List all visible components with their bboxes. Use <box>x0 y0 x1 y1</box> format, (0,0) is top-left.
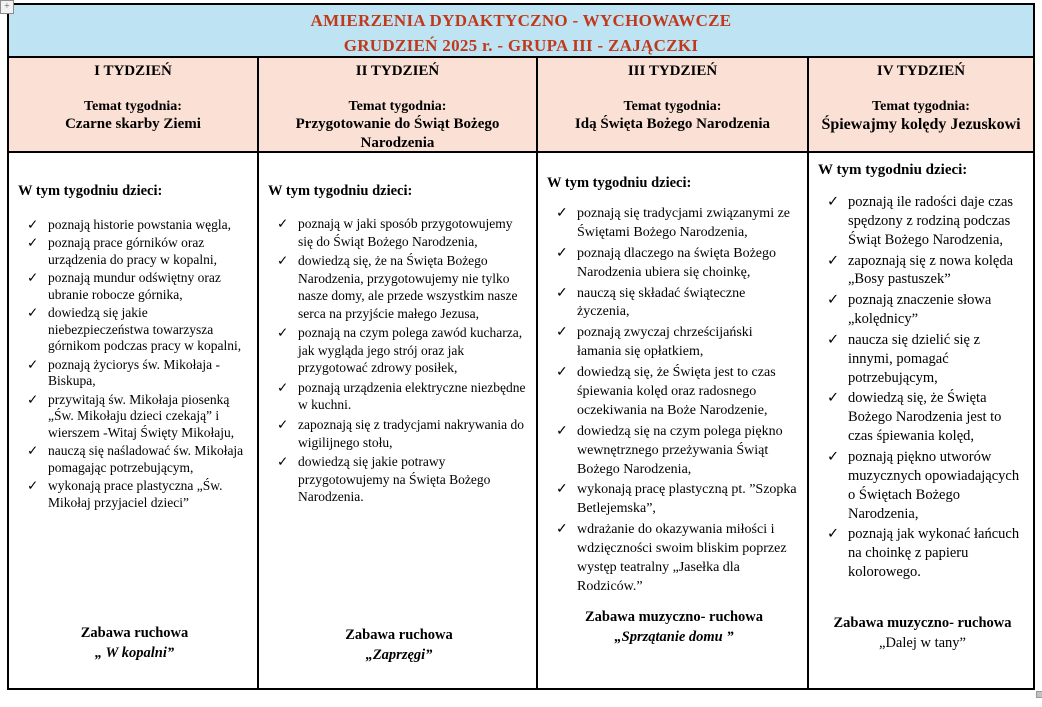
title-line-1: AMIERZENIA DYDAKTYCZNO - WYCHOWAWCZE <box>310 11 732 30</box>
week-4-intro: W tym tygodniu dzieci: <box>818 162 968 178</box>
objective-text: wykonają prace plastyczna „Św. Mikołaj przyjaciel dzieci” <box>48 478 223 510</box>
objective-text: dowiedzą się, że Święta jest to czas śpiewania kolęd oraz radosnego oczekiwania na Boże Narodzenie, <box>577 365 776 418</box>
objective-item <box>547 521 801 597</box>
objective-item <box>268 416 530 451</box>
objective-text: zapoznają się z tradycjami nakrywania do wigilijnego stołu, <box>298 417 525 450</box>
week-column-1 <box>9 58 259 688</box>
week-2-activity-title: Zabawa ruchowa <box>345 627 453 643</box>
objective-item <box>547 245 801 283</box>
objective-text: poznają ile radości daje czas spędzony z rodziną podczas Świąt Bożego Narodzenia, <box>848 194 1014 248</box>
week-3-body <box>538 153 807 688</box>
week-column-4 <box>809 58 1033 688</box>
week-3-objectives <box>547 205 801 599</box>
objective-item <box>818 331 1027 388</box>
objective-item <box>18 443 251 476</box>
checkmark-icon: ✓ <box>827 331 840 348</box>
checkmark-icon: ✓ <box>556 206 568 221</box>
objective-text: poznają na czym polega zawód kucharza, jak wygląda jego strój oraz jak przygotować zdrowy posiłek, <box>298 325 523 376</box>
objective-text: dowiedzą się, że na Święta Bożego Narodzenia, przygotowujemy nie tylko nasze domy, ale przede wszystkim nasze serca na przyjście małego Jezusa, <box>298 253 518 321</box>
checkmark-icon: ✓ <box>27 356 39 372</box>
week-1-objectives <box>18 217 251 513</box>
objective-text: poznają w jaki sposób przygotowujemy się do Świąt Bożego Narodzenia, <box>298 216 513 249</box>
checkmark-icon: ✓ <box>827 390 840 407</box>
objective-text: przywitają św. Mikołaja piosenką „Św. Mikołaju dzieci czekają” i wierszem -Witaj Święty Mikołaju, <box>48 391 235 440</box>
planner-table <box>7 3 1035 690</box>
checkmark-icon: ✓ <box>827 292 840 309</box>
objective-item <box>18 392 251 441</box>
week-3-temat-label: Temat tygodnia: <box>623 99 722 114</box>
week-column-3 <box>538 58 809 688</box>
week-3-activity-title: Zabawa muzyczno- ruchowa <box>584 609 764 625</box>
objective-item <box>18 270 251 303</box>
week-4-theme: Śpiewajmy kolędy Jezuskowi <box>821 116 1021 133</box>
objective-item <box>547 364 801 421</box>
week-1-activity-title: Zabawa ruchowa <box>80 625 189 641</box>
objective-text: poznają się tradycjami związanymi ze Świętami Bożego Narodzenia, <box>577 206 791 240</box>
title-line-2: GRUDZIEŃ 2025 r. - GRUPA III - ZAJĄCZKI <box>343 36 699 55</box>
objective-text: poznają dlaczego na święta Bożego Narodzenia ubiera się choinkę, <box>577 245 777 280</box>
checkmark-icon: ✓ <box>277 325 289 341</box>
objective-item <box>18 305 251 354</box>
objective-item <box>818 291 1027 329</box>
checkmark-icon: ✓ <box>27 478 39 494</box>
objective-text: poznają mundur odświętny oraz ubranie robocze górnika, <box>48 270 221 302</box>
checkmark-icon: ✓ <box>27 305 39 321</box>
week-2-activity <box>268 627 530 664</box>
week-3-intro: W tym tygodniu dzieci: <box>547 175 692 191</box>
week-4-label: IV TYDZIEŃ <box>876 63 966 79</box>
checkmark-icon: ✓ <box>277 379 289 395</box>
week-4-activity-name: „Dalej w tany” <box>879 635 966 651</box>
checkmark-icon: ✓ <box>556 365 568 381</box>
checkmark-icon: ✓ <box>277 454 289 470</box>
objective-text: poznają piękno utworów muzycznych opowiadających o Świętach Bożego Narodzenia, <box>848 448 1020 522</box>
checkmark-icon: ✓ <box>27 270 39 286</box>
objective-text: poznają życiorys św. Mikołaja - Biskupa, <box>48 356 220 389</box>
objective-item <box>268 215 530 250</box>
week-1-header <box>9 58 257 153</box>
checkmark-icon: ✓ <box>827 448 840 465</box>
checkmark-icon: ✓ <box>277 253 289 269</box>
objective-item <box>818 525 1027 582</box>
objective-item <box>547 285 801 323</box>
checkmark-icon: ✓ <box>556 423 568 439</box>
checkmark-icon: ✓ <box>556 482 568 498</box>
checkmark-icon: ✓ <box>556 325 568 341</box>
objective-item <box>268 252 530 322</box>
objective-item <box>18 478 251 511</box>
week-2-body <box>259 153 536 688</box>
objective-text: dowiedzą się jakie potrawy przygotowujemy na Święta Bożego Narodzenia. <box>298 454 491 505</box>
objective-item <box>268 453 530 506</box>
checkmark-icon: ✓ <box>827 526 840 543</box>
objective-text: dowiedzą się, że Święta Bożego Narodzenia jest to czas śpiewania kolęd, <box>848 390 1002 445</box>
objective-text: poznają znaczenie słowa „kolędnicy” <box>848 292 992 328</box>
week-4-objectives <box>818 193 1027 584</box>
checkmark-icon: ✓ <box>27 235 39 251</box>
week-1-temat-label: Temat tygodnia: <box>84 99 182 114</box>
checkmark-icon: ✓ <box>27 443 39 459</box>
objective-item <box>18 235 251 268</box>
objective-item <box>547 205 801 243</box>
week-2-activity-name: „Zaprzęgi” <box>365 647 433 663</box>
objective-item <box>547 324 801 362</box>
checkmark-icon: ✓ <box>27 391 39 407</box>
table-title <box>9 5 1033 58</box>
objective-text: wdrażanie do okazywania miłości i wdzięczności swoim bliskim poprzez występ teatralny „Jasełka dla Rodziców.” <box>577 522 787 594</box>
week-2-temat-label: Temat tygodnia: <box>348 99 447 114</box>
objective-item <box>818 389 1027 446</box>
week-3-activity-name: „Sprzątanie domu ” <box>614 629 734 645</box>
objective-item <box>268 379 530 414</box>
objective-text: naucza się dzielić się z innymi, pomagać potrzebującym, <box>848 331 981 386</box>
objective-item <box>268 324 530 377</box>
week-4-activity <box>818 615 1027 652</box>
objective-item <box>818 193 1027 250</box>
checkmark-icon: ✓ <box>277 216 289 231</box>
week-4-activity-title: Zabawa muzyczno- ruchowa <box>833 615 1012 631</box>
objective-text: zapoznają się z nowa kolęda „Bosy pastuszek” <box>848 252 1014 288</box>
week-2-intro: W tym tygodniu dzieci: <box>268 183 413 199</box>
week-4-temat-label: Temat tygodnia: <box>872 99 970 114</box>
checkmark-icon: ✓ <box>556 245 568 261</box>
objective-text: poznają urządzenia elektryczne niezbędne w kuchni. <box>298 379 526 413</box>
week-columns <box>9 58 1033 688</box>
objective-item <box>18 217 251 233</box>
week-1-label: I TYDZIEŃ <box>94 63 172 79</box>
week-2-header <box>259 58 536 153</box>
week-1-theme: Czarne skarby Ziemi <box>65 116 201 132</box>
checkmark-icon: ✓ <box>827 252 840 269</box>
objective-item <box>818 448 1027 523</box>
week-3-activity <box>547 609 801 646</box>
checkmark-icon: ✓ <box>556 285 568 301</box>
table-move-handle-icon[interactable]: + <box>0 0 14 14</box>
week-2-label: II TYDZIEŃ <box>355 63 440 79</box>
objective-text: nauczą się składać świąteczne życzenia, <box>577 285 746 320</box>
objective-item <box>547 423 801 480</box>
objective-text: poznają jak wykonać łańcuch na choinkę z papieru kolorowego. <box>848 526 1020 581</box>
objective-text: dowiedzą się na czym polega piękno wewnętrznego przeżywania Świąt Bożego Narodzenia, <box>577 423 783 477</box>
objective-item <box>547 481 801 519</box>
objective-text: poznają prace górników oraz urządzenia do pracy w kopalni, <box>48 235 218 267</box>
objective-item <box>18 357 251 390</box>
week-1-activity-name: „ W kopalni” <box>94 645 175 661</box>
week-3-theme: Idą Święta Bożego Narodzenia <box>574 116 771 132</box>
objective-text: poznają zwyczaj chrześcijański łamania się opłatkiem, <box>577 325 753 360</box>
objective-text: nauczą się naśladować św. Mikołaja pomagając potrzebującym, <box>48 443 244 475</box>
week-3-header <box>538 58 807 153</box>
week-3-label: III TYDZIEŃ <box>627 63 718 79</box>
checkmark-icon: ✓ <box>277 417 289 433</box>
week-2-objectives <box>268 215 530 508</box>
checkmark-icon: ✓ <box>827 194 840 210</box>
objective-item <box>818 252 1027 290</box>
week-4-header <box>809 58 1033 153</box>
week-1-intro: W tym tygodniu dzieci: <box>18 183 163 199</box>
objective-text: wykonają pracę plastyczną pt. ”Szopka Betlejemska”, <box>577 482 797 517</box>
checkmark-icon: ✓ <box>556 522 568 538</box>
objective-text: poznają historie powstania węgla, <box>48 217 231 232</box>
week-2-theme: Przygotowanie do Świąt Bożego Narodzenia <box>295 116 500 151</box>
week-column-2 <box>259 58 538 688</box>
checkmark-icon: ✓ <box>27 217 39 232</box>
objective-text: dowiedzą się jakie niebezpieczeństwa towarzysza górnikom podczas pracy w kopalni, <box>48 305 242 354</box>
week-4-body <box>809 153 1033 688</box>
table-resize-handle[interactable] <box>1036 691 1042 698</box>
week-1-activity <box>18 625 251 662</box>
week-1-body <box>9 153 257 688</box>
